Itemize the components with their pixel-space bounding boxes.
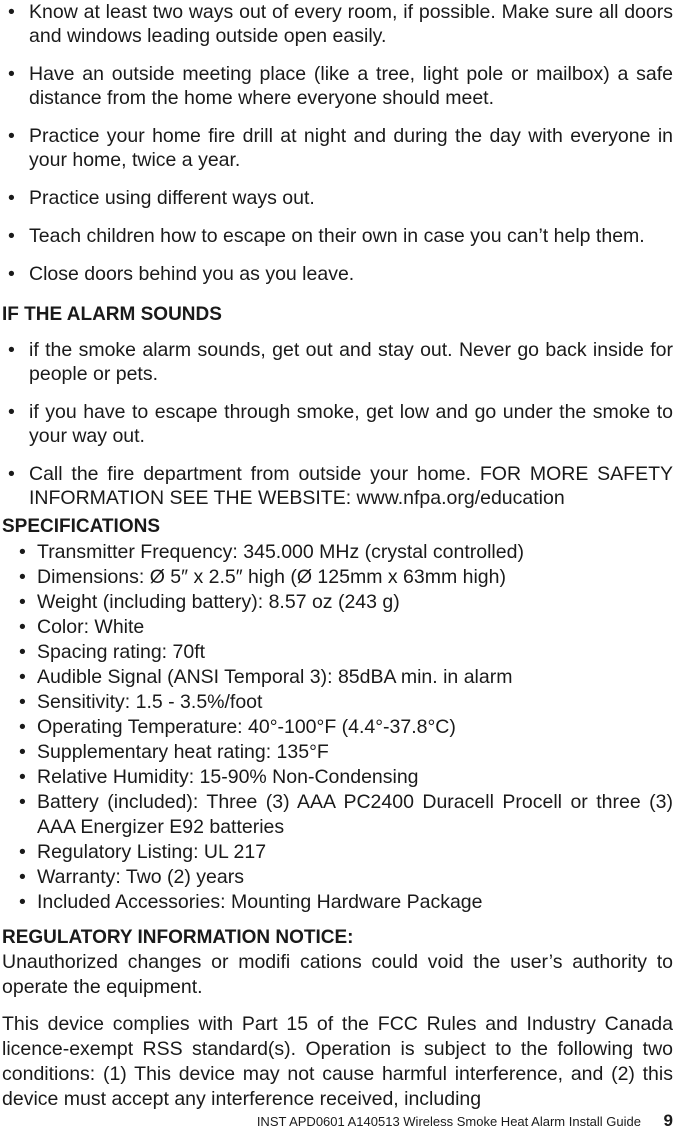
bullet-icon: • bbox=[8, 225, 15, 247]
spec-item bbox=[0, 890, 675, 915]
bullet-icon: • bbox=[19, 841, 26, 863]
bullet-icon: • bbox=[19, 716, 26, 738]
list-item-text: Know at least two ways out of every room, if possible. Make sure all doors and windows leading outside open easily. bbox=[29, 1, 673, 47]
bullet-icon: • bbox=[8, 463, 15, 485]
list-item bbox=[0, 124, 675, 172]
safety-list bbox=[0, 0, 675, 300]
bullet-icon: • bbox=[8, 401, 15, 423]
spec-item-text: Dimensions: Ø 5″ x 2.5″ high (Ø 125mm x 63mm high) bbox=[37, 566, 506, 588]
regulatory-heading: REGULATORY INFORMATION NOTICE: bbox=[2, 927, 354, 948]
spec-item-text: Operating Temperature: 40°-100°F (4.4°-37.8°C) bbox=[37, 716, 456, 738]
spec-item-text: Included Accessories: Mounting Hardware Package bbox=[37, 891, 483, 913]
list-item bbox=[0, 224, 675, 248]
bullet-icon: • bbox=[8, 187, 15, 209]
specifications-heading: SPECIFICATIONS bbox=[2, 516, 160, 537]
spec-item bbox=[0, 640, 675, 665]
regulatory-paragraph-2: This device complies with Part 15 of the FCC Rules and Industry Canada licence-exempt RSS standard(s). Operation is subject to the following two conditions: (1) This device may not cause harmful interference, and (2) this device must accept any interference received, including bbox=[2, 1013, 673, 1110]
spec-item-text: Sensitivity: 1.5 - 3.5%/foot bbox=[37, 691, 263, 713]
bullet-icon: • bbox=[19, 591, 26, 613]
list-item bbox=[0, 186, 675, 210]
spec-item bbox=[0, 590, 675, 615]
spec-item bbox=[0, 790, 675, 840]
bullet-icon: • bbox=[8, 1, 15, 23]
list-item-text: Practice using different ways out. bbox=[29, 187, 315, 209]
spec-item-text: Audible Signal (ANSI Temporal 3): 85dBA min. in alarm bbox=[37, 666, 513, 688]
spec-item bbox=[0, 565, 675, 590]
alarm-heading: IF THE ALARM SOUNDS bbox=[2, 304, 222, 325]
bullet-icon: • bbox=[19, 541, 26, 563]
bullet-icon: • bbox=[19, 666, 26, 688]
spec-item-text: Spacing rating: 70ft bbox=[37, 641, 206, 663]
bullet-icon: • bbox=[8, 63, 15, 85]
list-item-text: Teach children how to escape on their own in case you can’t help them. bbox=[29, 225, 645, 247]
spec-list bbox=[0, 540, 675, 915]
spec-item bbox=[0, 840, 675, 865]
bullet-icon: • bbox=[19, 741, 26, 763]
bullet-icon: • bbox=[8, 339, 15, 361]
bullet-icon: • bbox=[19, 691, 26, 713]
page-number: 9 bbox=[663, 1111, 673, 1130]
footer-text: INST APD0601 A140513 Wireless Smoke Heat Alarm Install Guide bbox=[256, 1114, 641, 1129]
spec-item bbox=[0, 540, 675, 565]
list-item bbox=[0, 400, 675, 448]
bullet-icon: • bbox=[19, 641, 26, 663]
spec-item bbox=[0, 690, 675, 715]
bullet-icon: • bbox=[19, 891, 26, 913]
list-item-text: Have an outside meeting place (like a tree, light pole or mailbox) a safe distance from the home where everyone should meet. bbox=[29, 63, 673, 109]
bullet-icon: • bbox=[19, 791, 26, 813]
spec-item-text: Battery (included): Three (3) AAA PC2400 Duracell Procell or three (3) AAA Energizer E92 batteries bbox=[37, 791, 673, 838]
list-item bbox=[0, 462, 675, 510]
spec-item bbox=[0, 865, 675, 890]
list-item-text: Close doors behind you as you leave. bbox=[29, 263, 355, 285]
spec-item-text: Weight (including battery): 8.57 oz (243 g) bbox=[37, 591, 400, 613]
list-item bbox=[0, 262, 675, 286]
spec-item-text: Supplementary heat rating: 135°F bbox=[37, 741, 329, 763]
bullet-icon: • bbox=[19, 566, 26, 588]
spec-item bbox=[0, 715, 675, 740]
list-item-text: Practice your home fire drill at night and during the day with everyone in your home, twice a year. bbox=[29, 125, 673, 171]
spec-item-text: Regulatory Listing: UL 217 bbox=[37, 841, 267, 863]
list-item bbox=[0, 0, 675, 48]
spec-item bbox=[0, 765, 675, 790]
spec-item-text: Color: White bbox=[37, 616, 145, 638]
spec-item bbox=[0, 615, 675, 640]
regulatory-paragraph-1: Unauthorized changes or modifi cations could void the user’s authority to operate the equipment. bbox=[2, 951, 673, 998]
list-item bbox=[0, 338, 675, 386]
bullet-icon: • bbox=[19, 866, 26, 888]
spec-item bbox=[0, 665, 675, 690]
list-item-text: if you have to escape through smoke, get low and go under the smoke to your way out. bbox=[29, 401, 673, 447]
alarm-list bbox=[0, 338, 675, 524]
bullet-icon: • bbox=[19, 616, 26, 638]
spec-item bbox=[0, 740, 675, 765]
list-item bbox=[0, 62, 675, 110]
spec-item-text: Relative Humidity: 15-90% Non-Condensing bbox=[37, 766, 419, 788]
spec-item-text: Transmitter Frequency: 345.000 MHz (crystal controlled) bbox=[37, 541, 524, 563]
list-item-text: Call the fire department from outside your home. FOR MORE SAFETY INFORMATION SEE THE WEBSITE: www.nfpa.org/education bbox=[29, 463, 673, 509]
bullet-icon: • bbox=[8, 125, 15, 147]
bullet-icon: • bbox=[19, 766, 26, 788]
bullet-icon: • bbox=[8, 263, 15, 285]
list-item-text: if the smoke alarm sounds, get out and stay out. Never go back inside for people or pets. bbox=[29, 339, 673, 385]
spec-item-text: Warranty: Two (2) years bbox=[37, 866, 244, 888]
